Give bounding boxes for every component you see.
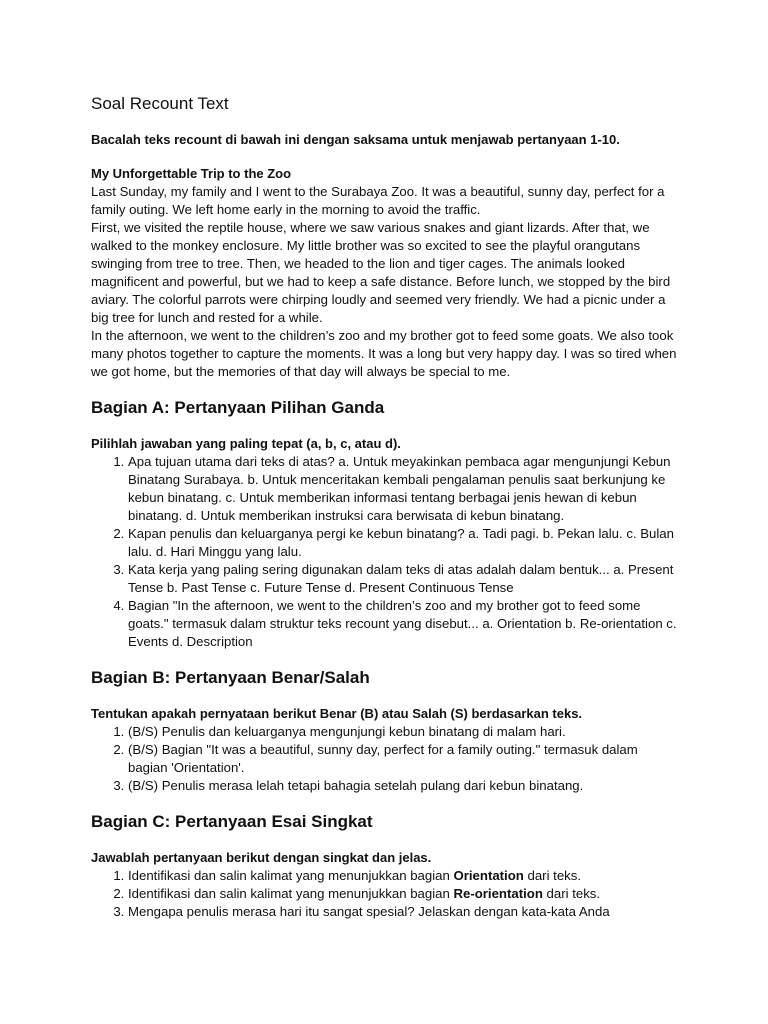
story-paragraph: Last Sunday, my family and I went to the Surabaya Zoo. It was a beautiful, sunny day, perfect for a family outing. We left home early in the morning to avoid the traffic.: [91, 184, 665, 217]
section-c-heading: Bagian C: Pertanyaan Esai Singkat: [91, 812, 373, 831]
section-a-heading: Bagian A: Pertanyaan Pilihan Ganda: [91, 398, 385, 417]
question-text: Mengapa penulis merasa hari itu sangat spesial? Jelaskan dengan kata-kata Anda: [128, 904, 610, 919]
question-item: 2. (B/S) Bagian "It was a beautiful, sunny day, perfect for a family outing." termasuk dalam bagian 'Orientation'.: [128, 741, 681, 777]
section-a-instruction: Pilihlah jawaban yang paling tepat (a, b, c, atau d).: [91, 436, 401, 451]
question-item: [128, 885, 681, 903]
main-instruction: Bacalah teks recount di bawah ini dengan saksama untuk menjawab pertanyaan 1-10.: [91, 132, 620, 147]
question-text: dari teks.: [542, 886, 601, 901]
story-paragraph: First, we visited the reptile house, where we saw various snakes and giant lizards. After that, we walked to the monkey enclosure. My little brother was so excited to see the playful orangutans swinging from tree to tree. Then, we headed to the lion and tiger cages. The animals looked magnificent and powerful, but we had to keep a safe distance. Before lunch, we stopped by the bird aviary. The colorful parrots were chirping loudly and seemed very friendly. We had a picnic under a big tree for lunch and rested for a while.: [91, 220, 671, 325]
question-item: [128, 903, 681, 921]
section-a-question-list: [91, 453, 681, 651]
question-item: 1. (B/S) Penulis dan keluarganya mengunjungi kebun binatang di malam hari.: [128, 723, 681, 741]
question-item: 4. Bagian "In the afternoon, we went to the children’s zoo and my brother got to feed some goats." termasuk dalam struktur teks recount yang disebut... a. Orientation b. Re-orientation c. Events d. Description: [128, 597, 681, 651]
question-text: Identifikasi dan salin kalimat yang menunjukkan bagian: [128, 868, 454, 883]
question-item: 2. Kapan penulis dan keluarganya pergi ke kebun binatang? a. Tadi pagi. b. Pekan lalu. c. Bulan lalu. d. Hari Minggu yang lalu.: [128, 525, 681, 561]
story-title: My Unforgettable Trip to the Zoo: [91, 166, 292, 181]
question-text: Identifikasi dan salin kalimat yang menunjukkan bagian: [128, 886, 454, 901]
section-b-instruction: Tentukan apakah pernyataan berikut Benar (B) atau Salah (S) berdasarkan teks.: [91, 706, 583, 721]
story-paragraph: In the afternoon, we went to the children’s zoo and my brother got to feed some goats. We also took many photos together to capture the moments. It was a long but very happy day. I was so tired when we got home, but the memories of that day will always be special to me.: [91, 328, 677, 379]
document-body: [91, 93, 681, 921]
question-item: 3. Kata kerja yang paling sering digunakan dalam teks di atas adalah dalam bentuk... a. Present Tense b. Past Tense c. Future Tense d. Present Continuous Tense: [128, 561, 681, 597]
document-title: Soal Recount Text: [91, 94, 229, 113]
section-c-question-list: [91, 867, 681, 921]
question-text: dari teks.: [523, 868, 582, 883]
question-keyword: Re-orientation: [453, 886, 543, 901]
section-b-heading: Bagian B: Pertanyaan Benar/Salah: [91, 668, 370, 687]
section-c-instruction: Jawablah pertanyaan berikut dengan singkat dan jelas.: [91, 850, 432, 865]
question-item: 1. Apa tujuan utama dari teks di atas? a. Untuk meyakinkan pembaca agar mengunjungi Kebun Binatang Surabaya. b. Untuk menceritakan kembali pengalaman penulis saat berkunjung ke kebun binatang. c. Untuk memberikan informasi tentang berbagai jenis hewan di kebun binatang. d. Untuk memberikan instruksi cara berwisata di kebun binatang.: [128, 453, 681, 525]
question-keyword: Orientation: [453, 868, 524, 883]
section-b-question-list: [91, 723, 681, 795]
question-item: [128, 867, 681, 885]
question-item: 3. (B/S) Penulis merasa lelah tetapi bahagia setelah pulang dari kebun binatang.: [128, 777, 681, 795]
